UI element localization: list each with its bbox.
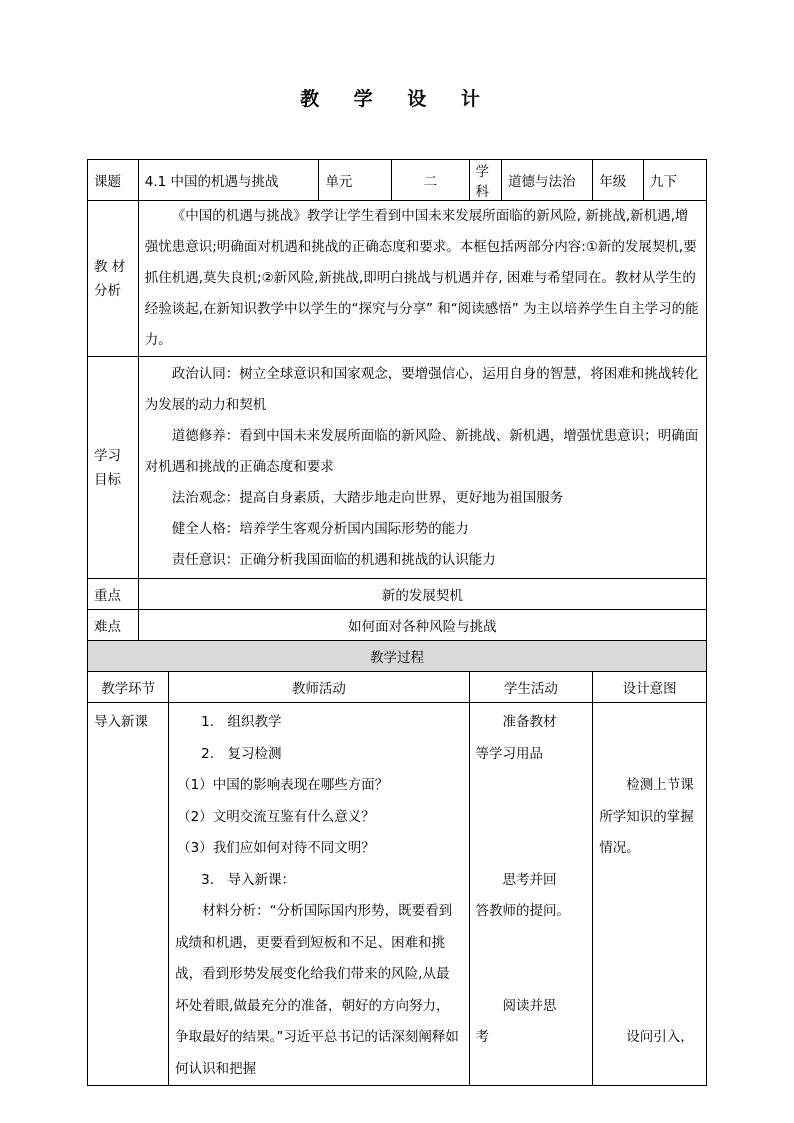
topic-label: 课题 xyxy=(88,160,139,201)
process-body-row xyxy=(88,703,707,1086)
key-point-value: 新的发展契机 xyxy=(138,579,706,610)
student-line: 准备教材 xyxy=(502,714,557,730)
analysis-row xyxy=(88,201,707,357)
analysis-text: 《中国的机遇与挑战》教学让学生看到中国未来发展所面临的新风险, 新挑战,新机遇,增强忧患意识;明确面对机遇和挑战的正确态度和要求。本框包括两部分内容:①新的发展契机,要抓住机遇,莫失良机;②新风险,新挑战,即明白挑战与机遇并存, 困难与希望同在。教材从学生的经验谈起,在新知识教学中以学生的“探究与分享” 和“阅读感悟” 为主以培养学生自主学习的能力。 xyxy=(144,208,699,348)
student-line xyxy=(476,802,587,834)
student-line xyxy=(476,959,587,991)
teacher-line: 3. 导入新课： xyxy=(201,871,296,888)
analysis-label-line1: 教 材 xyxy=(94,258,126,275)
intent-line: 所学知识的掌握 xyxy=(599,808,694,825)
process-header-row xyxy=(88,672,707,703)
intent-line xyxy=(599,865,700,897)
teacher-line: （3）我们应如何对待不同文明？ xyxy=(177,840,375,856)
student-line: 考 xyxy=(475,1029,490,1045)
header-row xyxy=(88,160,707,201)
column-header-teacher: 教师活动 xyxy=(169,672,469,703)
unit-value: 二 xyxy=(392,160,469,201)
student-line xyxy=(476,833,587,865)
grade-label: 年级 xyxy=(593,160,644,201)
key-point-label: 重点 xyxy=(88,579,139,610)
teacher-line: 1. 组织教学 xyxy=(201,714,282,730)
objectives-label-line2: 目标 xyxy=(94,471,121,488)
objective-item: 健全人格：培养学生客观分析国内国际形势的能力 xyxy=(171,521,469,537)
analysis-label-line2: 分析 xyxy=(94,282,121,299)
student-activity-cell xyxy=(469,703,593,1086)
analysis-text-cell xyxy=(138,201,706,357)
analysis-label xyxy=(88,201,139,357)
difficulty-row xyxy=(88,610,707,641)
design-intent-cell xyxy=(593,703,707,1086)
student-line xyxy=(476,928,587,960)
objectives-row xyxy=(88,357,707,579)
intent-line xyxy=(599,896,700,928)
objectives-label xyxy=(88,357,139,579)
teacher-line: （1）中国的影响表现在哪些方面？ xyxy=(177,777,389,793)
student-line: 阅读并思 xyxy=(502,997,557,1014)
teacher-material-text: 材料分析：“分析国际国内形势，既要看到成绩和机遇，更要看到短板和不足、困难和挑战，看到形势发展变化给我们带来的风险,从最坏处着眼,做最充分的准备，朝好的方向努力，争取最好的结果。”习近平总书记的话深刻阐释如何认识和把握 xyxy=(175,903,459,1077)
difficulty-label: 难点 xyxy=(88,610,139,641)
intent-line: 情况。 xyxy=(599,840,640,856)
stage-cell xyxy=(88,703,169,1086)
objective-item: 道德修养：看到中国未来发展所面临的新风险、新挑战、新机遇，增强忧患意识；明确面对机遇和挑战的正确态度和要求 xyxy=(144,428,699,475)
intent-line: 设问引入， xyxy=(626,1029,694,1045)
objective-item: 法治观念：提高自身素质，大踏步地走向世界，更好地为祖国服务 xyxy=(171,490,564,506)
teacher-line: 2. 复习检测 xyxy=(201,745,282,762)
student-line xyxy=(476,770,587,802)
column-header-student: 学生活动 xyxy=(469,672,593,703)
topic-value: 4.1 中国的机遇与挑战 xyxy=(138,160,319,201)
intent-line: 检测上节课 xyxy=(626,777,694,793)
subject-label: 学科 xyxy=(469,160,501,201)
intent-line xyxy=(599,991,700,1023)
grade-value: 九下 xyxy=(644,160,707,201)
student-line: 等学习用品 xyxy=(475,745,544,762)
objective-item: 政治认同：树立全球意识和国家观念，要增强信心，运用自身的智慧，将困难和挑战转化为发展的动力和契机 xyxy=(144,366,699,413)
intent-line xyxy=(599,928,700,960)
objectives-cell xyxy=(138,357,706,579)
stage-label: 导入新课 xyxy=(94,714,148,730)
page-title: 教 学 设 计 xyxy=(300,88,494,110)
objectives-label-line1: 学习 xyxy=(94,447,121,464)
intent-line xyxy=(599,739,700,771)
process-title-row xyxy=(88,641,707,672)
teacher-activity-cell xyxy=(169,703,469,1086)
key-point-row xyxy=(88,579,707,610)
column-header-intent: 设计意图 xyxy=(593,672,707,703)
subject-value: 道德与法治 xyxy=(501,160,592,201)
intent-line xyxy=(599,959,700,991)
unit-label: 单元 xyxy=(319,160,392,201)
lesson-plan-table xyxy=(87,159,707,1086)
teacher-line: （2）文明交流互鉴有什么意义？ xyxy=(177,808,375,825)
student-line: 思考并回 xyxy=(502,871,557,888)
process-title: 教学过程 xyxy=(88,641,707,672)
objective-item: 责任意识：正确分析我国面临的机遇和挑战的认识能力 xyxy=(171,552,496,568)
column-header-stage: 教学环节 xyxy=(88,672,169,703)
intent-line xyxy=(599,707,700,739)
difficulty-value: 如何面对各种风险与挑战 xyxy=(138,610,706,641)
student-line: 答教师的提问。 xyxy=(475,903,571,919)
